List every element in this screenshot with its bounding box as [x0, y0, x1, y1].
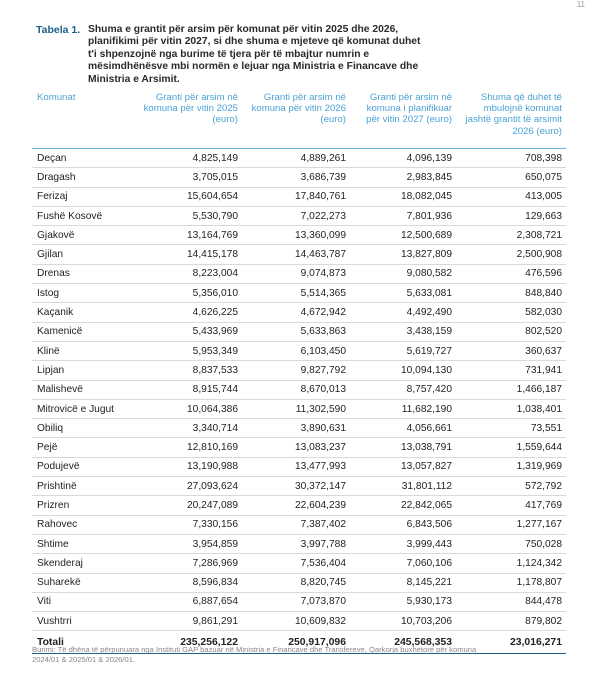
caption-label: Tabela 1. — [36, 24, 81, 36]
value-cell: 413,005 — [456, 187, 566, 206]
value-cell: 8,223,004 — [132, 264, 242, 283]
value-cell: 8,820,745 — [242, 573, 350, 592]
value-cell: 1,178,807 — [456, 573, 566, 592]
value-cell: 731,941 — [456, 361, 566, 380]
totals-label: Totali — [32, 631, 132, 654]
municipality-name: Prizren — [32, 496, 132, 515]
table-row — [32, 612, 566, 631]
value-cell: 9,861,291 — [132, 612, 242, 631]
table-row — [32, 592, 566, 611]
table-row — [32, 322, 566, 341]
value-cell: 1,124,342 — [456, 554, 566, 573]
value-cell: 1,319,969 — [456, 457, 566, 476]
value-cell: 5,619,727 — [350, 341, 456, 360]
value-cell: 27,093,624 — [132, 477, 242, 496]
value-cell: 844,478 — [456, 592, 566, 611]
value-cell: 8,837,533 — [132, 361, 242, 380]
value-cell: 7,060,106 — [350, 554, 456, 573]
value-cell: 8,596,834 — [132, 573, 242, 592]
value-cell: 7,330,156 — [132, 515, 242, 534]
value-cell: 10,064,386 — [132, 399, 242, 418]
municipality-name: Ferizaj — [32, 187, 132, 206]
value-cell: 10,703,206 — [350, 612, 456, 631]
municipality-name: Drenas — [32, 264, 132, 283]
municipality-name: Mitrovicë e Jugut — [32, 399, 132, 418]
value-cell: 3,999,443 — [350, 534, 456, 553]
value-cell: 31,801,112 — [350, 477, 456, 496]
value-cell: 4,492,490 — [350, 303, 456, 322]
value-cell: 18,082,045 — [350, 187, 456, 206]
value-cell: 6,103,450 — [242, 341, 350, 360]
table-body — [32, 149, 566, 631]
table-row — [32, 496, 566, 515]
value-cell: 582,030 — [456, 303, 566, 322]
table-row — [32, 284, 566, 303]
table-row — [32, 419, 566, 438]
header-outside-grant-2026: Shuma që duhet të mbulojnë komunat jashtë grantit të arsimit 2026 (euro) — [456, 90, 566, 149]
value-cell: 22,604,239 — [242, 496, 350, 515]
value-cell: 650,075 — [456, 168, 566, 187]
totals-cell: 250,917,096 — [242, 631, 350, 654]
value-cell: 8,757,420 — [350, 380, 456, 399]
header-grant-2025: Granti për arsim në komuna për vitin 2025 (euro) — [132, 90, 242, 149]
value-cell: 7,286,969 — [132, 554, 242, 573]
value-cell: 8,145,221 — [350, 573, 456, 592]
value-cell: 4,889,261 — [242, 149, 350, 168]
value-cell: 5,356,010 — [132, 284, 242, 303]
value-cell: 2,983,845 — [350, 168, 456, 187]
value-cell: 13,038,791 — [350, 438, 456, 457]
value-cell: 10,609,832 — [242, 612, 350, 631]
value-cell: 1,277,167 — [456, 515, 566, 534]
value-cell: 73,551 — [456, 419, 566, 438]
municipality-name: Gjilan — [32, 245, 132, 264]
table-row — [32, 149, 566, 168]
table-row — [32, 187, 566, 206]
table-row — [32, 168, 566, 187]
value-cell: 360,637 — [456, 341, 566, 360]
value-cell: 2,308,721 — [456, 226, 566, 245]
value-cell: 3,997,788 — [242, 534, 350, 553]
value-cell: 7,387,402 — [242, 515, 350, 534]
municipality-name: Kamenicë — [32, 322, 132, 341]
value-cell: 476,596 — [456, 264, 566, 283]
value-cell: 2,500,908 — [456, 245, 566, 264]
table-row — [32, 534, 566, 553]
value-cell: 708,398 — [456, 149, 566, 168]
value-cell: 7,073,870 — [242, 592, 350, 611]
value-cell: 5,930,173 — [350, 592, 456, 611]
grants-table — [32, 90, 566, 654]
value-cell: 3,954,859 — [132, 534, 242, 553]
value-cell: 3,340,714 — [132, 419, 242, 438]
table-row — [32, 554, 566, 573]
municipality-name: Lipjan — [32, 361, 132, 380]
table-row — [32, 380, 566, 399]
value-cell: 7,536,404 — [242, 554, 350, 573]
table-row — [32, 399, 566, 418]
value-cell: 11,302,590 — [242, 399, 350, 418]
municipality-name: Shtime — [32, 534, 132, 553]
value-cell: 30,372,147 — [242, 477, 350, 496]
value-cell: 572,792 — [456, 477, 566, 496]
value-cell: 4,672,942 — [242, 303, 350, 322]
value-cell: 5,633,081 — [350, 284, 456, 303]
value-cell: 8,670,013 — [242, 380, 350, 399]
value-cell: 13,360,099 — [242, 226, 350, 245]
caption-text: Shuma e grantit për arsim për komunat për vitin 2025 dhe 2026, planifikimi për vitin 2027, si dhe shuma e mjeteve që komunat duhet t'i shpenzojnë nga burime të tjera për të mbajtur numrin e mësimdhënësve mbi normën e lejuar nga Ministria e Financave dhe Ministria e Arsimit. — [88, 24, 421, 85]
source-note: Burimi: Të dhëna të përpunuara nga Instituti GAP bazuar në Ministria e Financave dhe Transfereve, Qarkorja buxhetore për komuna 2024/01 & 2025/01 & 2026/01. — [32, 645, 477, 664]
value-cell: 13,057,827 — [350, 457, 456, 476]
value-cell: 13,477,993 — [242, 457, 350, 476]
value-cell: 3,686,739 — [242, 168, 350, 187]
value-cell: 3,705,015 — [132, 168, 242, 187]
value-cell: 5,433,969 — [132, 322, 242, 341]
municipality-name: Deçan — [32, 149, 132, 168]
value-cell: 5,953,349 — [132, 341, 242, 360]
value-cell: 13,190,988 — [132, 457, 242, 476]
municipality-name: Vushtrri — [32, 612, 132, 631]
municipality-name: Kaçanik — [32, 303, 132, 322]
value-cell: 8,915,744 — [132, 380, 242, 399]
municipality-name: Istog — [32, 284, 132, 303]
table-row — [32, 361, 566, 380]
value-cell: 802,520 — [456, 322, 566, 341]
value-cell: 4,825,149 — [132, 149, 242, 168]
value-cell: 129,663 — [456, 206, 566, 225]
value-cell: 7,022,273 — [242, 206, 350, 225]
value-cell: 1,559,644 — [456, 438, 566, 457]
value-cell: 417,769 — [456, 496, 566, 515]
value-cell: 15,604,654 — [132, 187, 242, 206]
header-grant-2027: Granti për arsim në komuna i planifikuar për vitin 2027 (euro) — [350, 90, 456, 149]
value-cell: 9,827,792 — [242, 361, 350, 380]
table-row — [32, 515, 566, 534]
municipality-name: Fushë Kosovë — [32, 206, 132, 225]
value-cell: 13,083,237 — [242, 438, 350, 457]
value-cell: 5,514,365 — [242, 284, 350, 303]
table-row — [32, 245, 566, 264]
value-cell: 12,810,169 — [132, 438, 242, 457]
table-caption — [36, 24, 576, 86]
municipality-name: Viti — [32, 592, 132, 611]
header-row — [32, 90, 566, 149]
value-cell: 5,633,863 — [242, 322, 350, 341]
value-cell: 9,080,582 — [350, 264, 456, 283]
municipality-name: Suharekë — [32, 573, 132, 592]
totals-cell: 23,016,271 — [456, 631, 566, 654]
header-municipality: Komunat — [32, 90, 132, 149]
value-cell: 750,028 — [456, 534, 566, 553]
municipality-name: Dragash — [32, 168, 132, 187]
value-cell: 3,890,631 — [242, 419, 350, 438]
value-cell: 6,887,654 — [132, 592, 242, 611]
value-cell: 12,500,689 — [350, 226, 456, 245]
value-cell: 4,056,661 — [350, 419, 456, 438]
table-row — [32, 341, 566, 360]
municipality-name: Obiliq — [32, 419, 132, 438]
value-cell: 4,626,225 — [132, 303, 242, 322]
value-cell: 17,840,761 — [242, 187, 350, 206]
value-cell: 10,094,130 — [350, 361, 456, 380]
value-cell: 20,247,089 — [132, 496, 242, 515]
municipality-name: Gjakovë — [32, 226, 132, 245]
table-row — [32, 573, 566, 592]
value-cell: 879,802 — [456, 612, 566, 631]
table-row — [32, 206, 566, 225]
table-row — [32, 264, 566, 283]
value-cell: 5,530,790 — [132, 206, 242, 225]
value-cell: 3,438,159 — [350, 322, 456, 341]
value-cell: 6,843,506 — [350, 515, 456, 534]
value-cell: 13,164,769 — [132, 226, 242, 245]
value-cell: 14,463,787 — [242, 245, 350, 264]
table-row — [32, 477, 566, 496]
table-row — [32, 457, 566, 476]
table-row — [32, 438, 566, 457]
municipality-name: Prishtinë — [32, 477, 132, 496]
value-cell: 1,038,401 — [456, 399, 566, 418]
municipality-name: Skenderaj — [32, 554, 132, 573]
value-cell: 9,074,873 — [242, 264, 350, 283]
table-row — [32, 303, 566, 322]
value-cell: 13,827,809 — [350, 245, 456, 264]
municipality-name: Podujevë — [32, 457, 132, 476]
value-cell: 848,840 — [456, 284, 566, 303]
table-row — [32, 226, 566, 245]
value-cell: 14,415,178 — [132, 245, 242, 264]
value-cell: 1,466,187 — [456, 380, 566, 399]
totals-cell: 235,256,122 — [132, 631, 242, 654]
value-cell: 7,801,936 — [350, 206, 456, 225]
totals-cell: 245,568,353 — [350, 631, 456, 654]
municipality-name: Klinë — [32, 341, 132, 360]
municipality-name: Pejë — [32, 438, 132, 457]
value-cell: 22,842,065 — [350, 496, 456, 515]
header-grant-2026: Granti për arsim në komuna për vitin 2026 (euro) — [242, 90, 350, 149]
municipality-name: Malishevë — [32, 380, 132, 399]
value-cell: 4,096,139 — [350, 149, 456, 168]
value-cell: 11,682,190 — [350, 399, 456, 418]
page-number: 11 — [576, 0, 585, 9]
municipality-name: Rahovec — [32, 515, 132, 534]
